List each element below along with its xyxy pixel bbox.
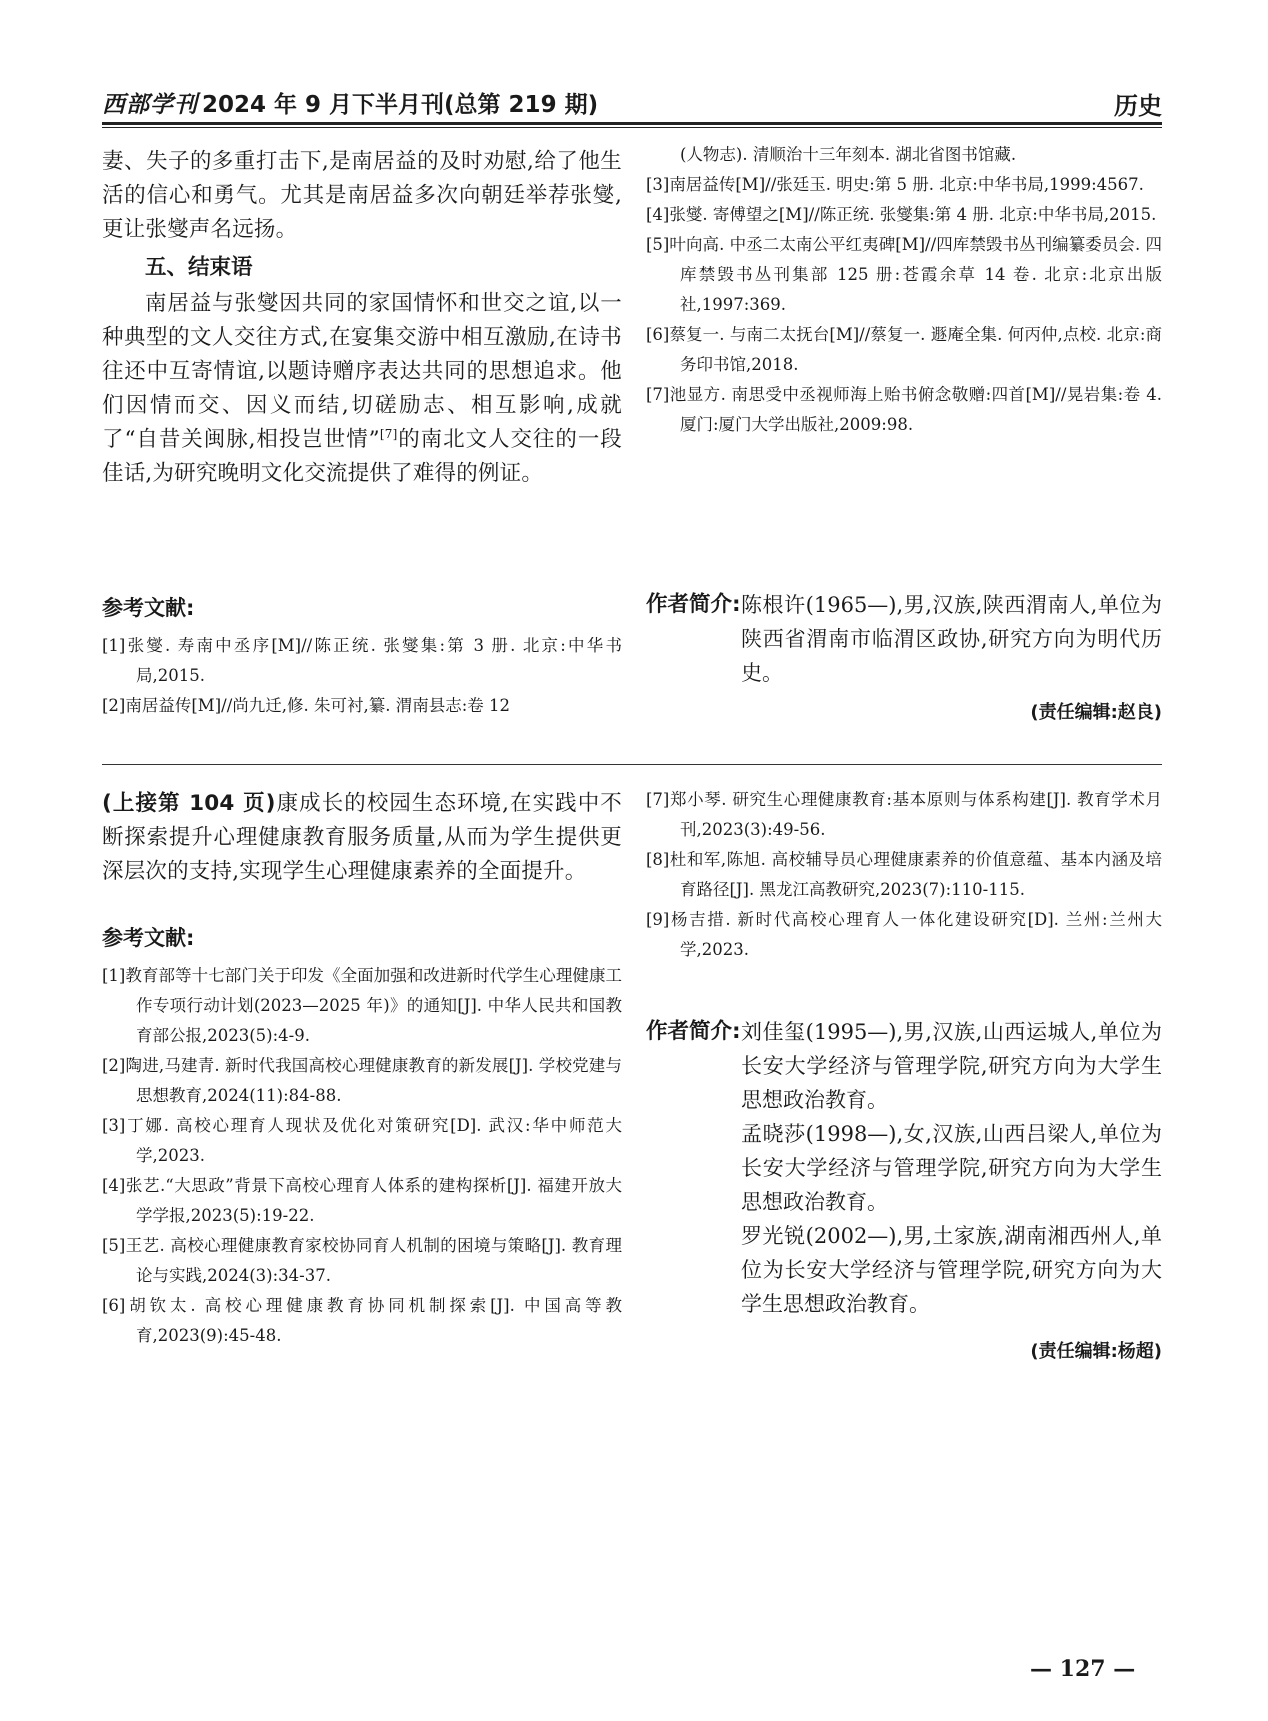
references-title: 参考文献: [102,926,195,950]
header-rule-thick [102,122,1162,125]
article1-author-bio [646,588,1162,733]
author-bio-entry: 刘佳玺(1995—),男,汉族,山西运城人,单位为长安大学经济与管理学院,研究方向为大学生思想政治教育。 [741,1020,1162,1112]
page-number: — 127 — [1030,1656,1136,1682]
reference-item: [7]郑小琴. 研究生心理健康教育:基本原则与体系构建[J]. 教育学术月刊,2023(3):49-56. [646,790,1162,839]
section-title: 五、结束语 [145,255,253,280]
conclusion-text-end: 的南北文人交往的一段佳话,为研究晚明文化交流提供了难得的例证。 [102,427,622,486]
references-title: 参考文献: [102,596,195,620]
article1-left-column [102,145,622,491]
reference-item: [1]张燮. 寿南中丞序[M]//陈正统. 张燮集:第 3 册. 北京:中华书局,2015. [102,636,622,685]
reference-item: [8]杜和军,陈旭. 高校辅导员心理健康素养的价值意蕴、基本内涵及培育路径[J]. 黑龙江高教研究,2023(7):110-115. [646,850,1162,899]
reference-item: [3]南居益传[M]//张廷玉. 明史:第 5 册. 北京:中华书局,1999:4567. [646,175,1144,194]
issue-info: 2024 年 9 月下半月刊(总第 219 期) [202,92,599,118]
author-bio-label: 作者简介: [646,1019,741,1044]
reference-item: [5]王艺. 高校心理健康教育家校协同育人机制的困境与策略[J]. 教育理论与实践,2024(3):34-37. [102,1236,622,1285]
citation-superscript: [7] [379,426,398,441]
conclusion-paragraph [102,287,622,491]
section-label: 历史 [1114,92,1162,120]
reference-item: [2]南居益传[M]//尚九迁,修. 朱可衬,纂. 渭南县志:卷 12 [102,696,511,715]
running-header [102,86,1162,120]
body-paragraph: 妻、失子的多重打击下,是南居益的及时劝慰,给了他生活的信心和勇气。尤其是南居益多次向朝廷举荐张燮,更让张燮声名远扬。 [102,149,622,242]
continuation-marker: (上接第 104 页) [102,791,276,816]
reference-item: [4]张燮. 寄傅望之[M]//陈正统. 张燮集:第 4 册. 北京:中华书局,2015. [646,205,1157,224]
author-bio-label: 作者简介: [646,592,741,617]
reference-item: [6]胡钦太. 高校心理健康教育协同机制探索[J]. 中国高等教育,2023(9):45-48. [102,1296,622,1345]
reference-item: [6]蔡复一. 与南二太抚台[M]//蔡复一. 遯庵全集. 何丙仲,点校. 北京:商务印书馆,2018. [646,325,1162,374]
responsible-editor: (责任编辑:赵良) [1030,702,1162,723]
article1-references-left [102,591,622,721]
reference-item: [9]杨吉措. 新时代高校心理育人一体化建设研究[D]. 兰州:兰州大学,2023. [646,910,1162,959]
conclusion-text: 南居益与张燮因共同的家国情怀和世交之谊,以一种典型的文人交往方式,在宴集交游中相互激励,在诗书往还中互寄情谊,以题诗赠序表达共同的思想追求。他们因情而交、因义而结,切磋励志、相互影响,成就了“自昔关闽脉,相投岂世情” [102,291,622,452]
author-bio-entry: 罗光锐(2002—),男,土家族,湖南湘西州人,单位为长安大学经济与管理学院,研究方向为大学生思想政治教育。 [741,1224,1162,1316]
article2-author-bio [646,1015,1162,1362]
responsible-editor: (责任编辑:杨超) [1030,1341,1162,1362]
journal-logo: 西部学刊 [102,91,198,118]
reference-item-continued: (人物志). 清顺治十三年刻本. 湖北省图书馆藏. [680,145,1017,164]
header-rule-thin [102,127,1162,128]
reference-item: [3]丁娜. 高校心理育人现状及优化对策研究[D]. 武汉:华中师范大学,2023. [102,1116,622,1165]
article2-references-right [646,785,1162,965]
author-bio-text [741,588,1162,690]
author-bio-text [741,1015,1162,1321]
reference-item: [4]张艺.“大思政”背景下高校心理育人体系的建构探析[J]. 福建开放大学学报,2023(5):19-22. [102,1176,622,1225]
continued-text: 康成长的校园生态环境,在实践中不断探索提升心理健康教育服务质量,从而为学生提供更深层次的支持,实现学生心理健康素养的全面提升。 [102,791,622,884]
header-left [102,86,598,119]
reference-item: [5]叶向高. 中丞二太南公平红夷碑[M]//四库禁毁书丛刊编纂委员会. 四库禁毁书丛刊集部 125 册:苍霞余草 14 卷. 北京:北京出版社,1997:369. [646,235,1162,314]
author-bio-entry: 孟晓莎(1998—),女,汉族,山西吕梁人,单位为长安大学经济与管理学院,研究方向为大学生思想政治教育。 [741,1122,1162,1214]
author-bio-entry: 陈根许(1965—),男,汉族,陕西渭南人,单位为陕西省渭南市临渭区政协,研究方向为明代历史。 [741,593,1162,685]
reference-item: [7]池显方. 南思受中丞视师海上贻书俯念敬赠:四首[M]//晃岩集:卷 4. 厦门:厦门大学出版社,2009:98. [646,385,1162,434]
article2-left-column [102,787,622,1351]
article1-references-right [646,140,1162,440]
article-divider [102,764,1162,765]
reference-item: [2]陶进,马建青. 新时代我国高校心理健康教育的新发展[J]. 学校党建与思想教育,2024(11):84-88. [102,1056,622,1105]
continued-paragraph [102,787,622,889]
reference-item: [1]教育部等十七部门关于印发《全面加强和改进新时代学生心理健康工作专项行动计划(2023—2025 年)》的通知[J]. 中华人民共和国教育部公报,2023(5):4-9. [102,966,622,1045]
